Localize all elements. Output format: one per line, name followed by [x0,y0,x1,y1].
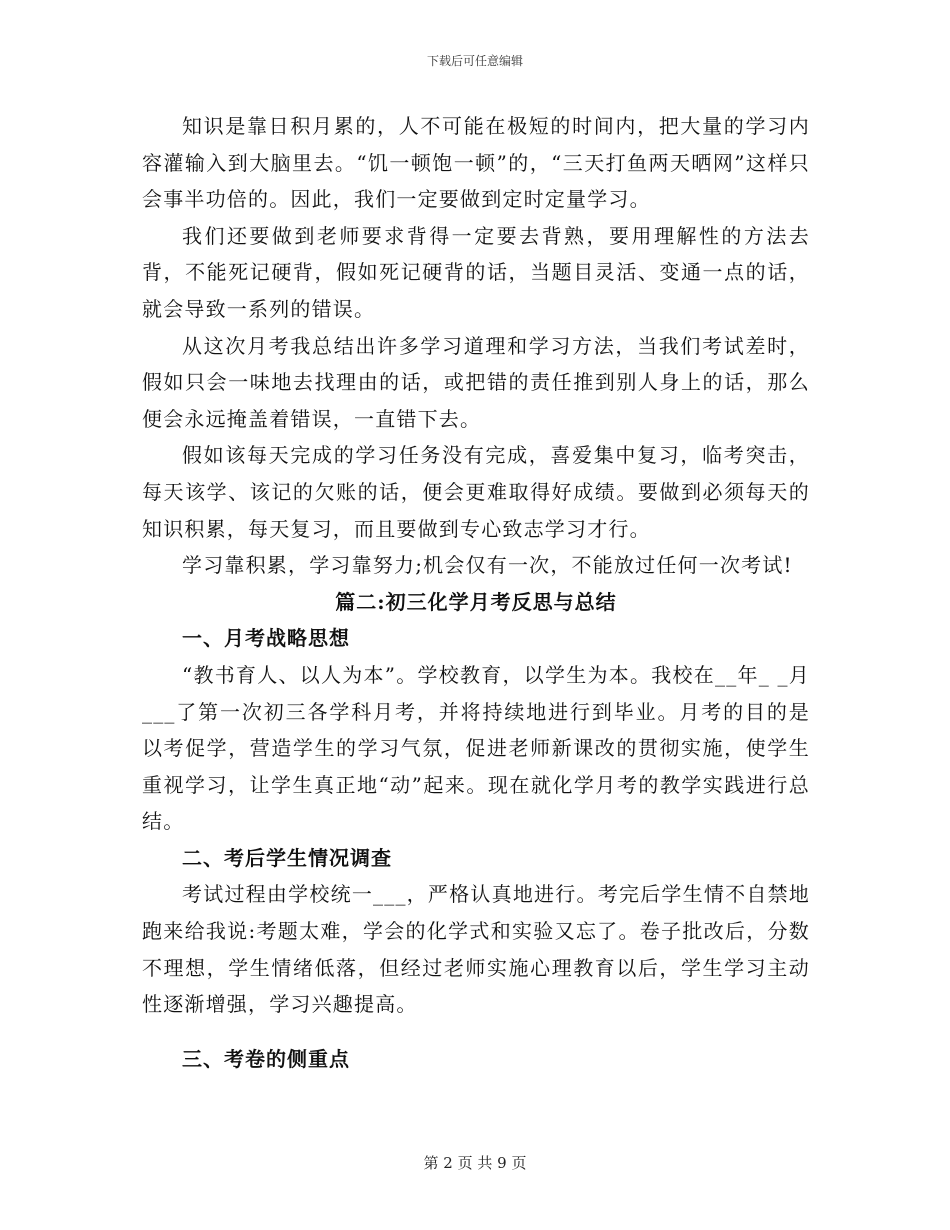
paragraph-5: 学习靠积累，学习靠努力;机会仅有一次，不能放过任何一次考试! [182,553,793,578]
paragraph-6: “教书育人、以人为本”。学校教育，以学生为本。我校在__年_ _月___了第一次初三各学科月考，并将持续地进行到毕业。月考的目的是以考促学，营造学生的学习气氛，促进老师新课改的贯彻实施，使学生重视学习，让学生真正地“动”起来。现在就化学月考的教学实践进行总结。 [142,662,810,834]
paragraph-2: 我们还要做到老师要求背得一定要去背熟，要用理解性的方法去背，不能死记硬背，假如死记硬背的话，当题目灵活、变通一点的话，就会导致一系列的错误。 [142,223,810,321]
section-title: 篇二:初三化学月考反思与总结 [335,589,617,614]
heading-3: 三、考卷的侧重点 [182,1046,350,1071]
document-body [142,108,810,1077]
paragraph-1: 知识是靠日积月累的，人不可能在极短的时间内，把大量的学习内容灌输入到大脑里去。“饥一顿饱一顿”的，“三天打鱼两天晒网”这样只会事半功倍的。因此，我们一定要做到定时定量学习。 [142,114,810,212]
paragraph-4: 假如该每天完成的学习任务没有完成，喜爱集中复习，临考突击，每天该学、该记的欠账的话，便会更难取得好成绩。要做到必须每天的知识积累，每天复习，而且要做到专心致志学习才行。 [142,443,810,541]
page-header: 下载后可任意编辑 [426,54,523,68]
paragraph-7: 考试过程由学校统一___，严格认真地进行。考完后学生情不自禁地跑来给我说:考题太难，学会的化学式和实验又忘了。卷子批改后，分数不理想，学生情绪低落，但经过老师实施心理教育以后，学生学习主动性逐渐增强，学习兴趣提高。 [142,882,810,1017]
spacer [142,1023,810,1041]
paragraph-3: 从这次月考我总结出许多学习道理和学习方法，当我们考试差时，假如只会一味地去找理由的话，或把错的责任推到别人身上的话，那么便会永远掩盖着错误，一直错下去。 [142,333,810,431]
heading-1: 一、月考战略思想 [182,626,350,651]
heading-2: 二、考后学生情况调查 [182,845,392,870]
page-footer: 第 2 页 共 9 页 [423,1154,527,1172]
